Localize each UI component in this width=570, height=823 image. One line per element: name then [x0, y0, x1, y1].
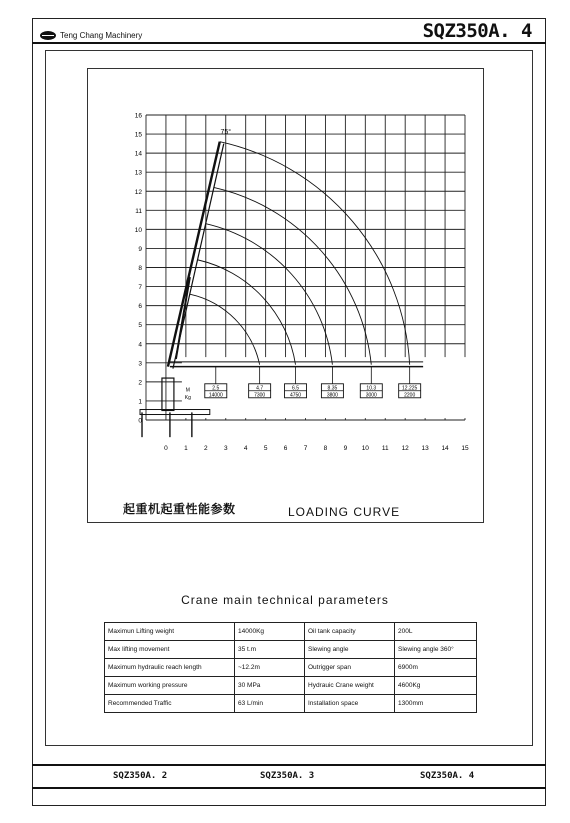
table-cell: 63 L/min	[235, 695, 305, 713]
table-row	[105, 641, 477, 659]
load-kg-value: 7300	[254, 392, 266, 399]
x-tick-label: 7	[303, 445, 308, 452]
load-kg-value: 3800	[326, 392, 338, 399]
table-cell: 6900m	[395, 659, 477, 677]
table-cell: 35 t.m	[235, 641, 305, 659]
brand-name: Teng Chang Machinery	[60, 31, 143, 40]
y-tick-label: 4	[138, 341, 142, 349]
x-tick-label: 5	[263, 445, 268, 452]
x-tick-label: 6	[283, 445, 288, 452]
table-row	[105, 677, 477, 695]
x-tick-label: 15	[461, 445, 469, 452]
x-tick-label: 0	[164, 445, 168, 452]
x-tick-label: 2	[204, 445, 208, 452]
angle-label: 75°	[220, 129, 232, 137]
y-tick-label: 2	[138, 379, 142, 387]
y-tick-label: 13	[134, 169, 142, 177]
footer-rule-bottom	[32, 787, 546, 789]
y-tick-label: 12	[134, 188, 142, 196]
table-cell: 30 MPa	[235, 677, 305, 695]
boom-upper-edge	[168, 142, 220, 367]
table-cell: 4600Kg	[395, 677, 477, 695]
table-cell: Hydrauic Crane weight	[305, 677, 395, 695]
table-row	[105, 695, 477, 713]
table-cell: Maximum hydraulic reach length	[105, 659, 235, 677]
load-radius-value: 6.5	[292, 385, 300, 392]
table-cell: 200L	[395, 623, 477, 641]
chart-grid	[146, 115, 466, 420]
load-radius-value: 4.7	[256, 385, 264, 392]
load-kg-value: 14000	[208, 392, 223, 399]
y-tick-label: 5	[138, 322, 142, 330]
x-tick-label: 10	[361, 445, 369, 452]
x-tick-label: 12	[401, 445, 409, 452]
y-tick-label: 10	[134, 226, 142, 234]
x-tick-label: 9	[343, 445, 348, 452]
footer-rule-top	[32, 764, 546, 766]
x-tick-label: 14	[441, 445, 449, 452]
x-tick-label: 1	[184, 445, 188, 452]
chart-title-cn: 起重机起重性能参数	[123, 502, 236, 516]
params-title: Crane main technical parameters	[181, 593, 389, 607]
table-cell: 1300mm	[395, 695, 477, 713]
load-radius-value: 8.35	[327, 385, 338, 392]
footer-center: SQZ350A. 3	[260, 771, 315, 781]
footer-right: SQZ350A. 4	[420, 771, 475, 781]
x-tick-label: 4	[243, 445, 248, 452]
x-tick-label: 13	[421, 445, 429, 452]
load-radius-value: 2.5	[212, 385, 220, 392]
y-tick-label: 8	[138, 265, 142, 272]
y-tick-label: 6	[138, 303, 142, 311]
table-cell: Maximun Lifting weight	[105, 623, 235, 641]
y-tick-label: 14	[134, 150, 142, 158]
y-tick-label: 15	[134, 131, 142, 139]
y-tick-label: 3	[138, 360, 142, 368]
load-arc	[190, 294, 260, 365]
load-arc	[220, 142, 410, 365]
table-cell: Maximum working pressure	[105, 677, 235, 695]
load-unit-label: Kg	[184, 395, 191, 402]
model-title: SQZ350A. 4	[422, 20, 532, 42]
table-row	[105, 623, 477, 641]
load-arcs	[190, 142, 410, 365]
radius-unit-label: M	[185, 387, 190, 394]
load-kg-value: 4750	[289, 392, 302, 399]
y-tick-label: 7	[138, 284, 142, 292]
table-cell: Installation space	[305, 695, 395, 713]
params-table	[104, 622, 477, 713]
table-cell: Recommended Traffic	[105, 695, 235, 713]
x-tick-label: 3	[223, 445, 228, 452]
load-radius-value: 12.225	[402, 385, 418, 392]
table-cell: Slewing angle	[305, 641, 395, 659]
table-cell: 14000Kg	[235, 623, 305, 641]
table-cell: ~12.2m	[235, 659, 305, 677]
y-tick-label: 16	[134, 112, 142, 120]
crane-column	[162, 378, 174, 410]
y-tick-label: 11	[135, 207, 142, 215]
load-kg-value: 3000	[365, 392, 377, 399]
y-tick-label: 9	[138, 245, 142, 253]
x-tick-label: 8	[323, 445, 328, 452]
table-cell: Slewing angle 360°	[395, 641, 477, 659]
table-cell: Max lifting movement	[105, 641, 235, 659]
footer-left: SQZ350A. 2	[113, 771, 168, 781]
x-tick-label: 11	[381, 445, 389, 452]
table-cell: Oil tank capacity	[305, 623, 395, 641]
load-kg-value: 2200	[404, 392, 416, 399]
table-cell: Outrigger span	[305, 659, 395, 677]
load-arc	[198, 260, 296, 365]
table-row	[105, 659, 477, 677]
chart-title-en: LOADING CURVE	[288, 505, 401, 519]
y-tick-label: 1	[138, 398, 142, 406]
load-radius-value: 10.3	[366, 385, 377, 392]
y-tick-label: 0	[138, 417, 142, 425]
